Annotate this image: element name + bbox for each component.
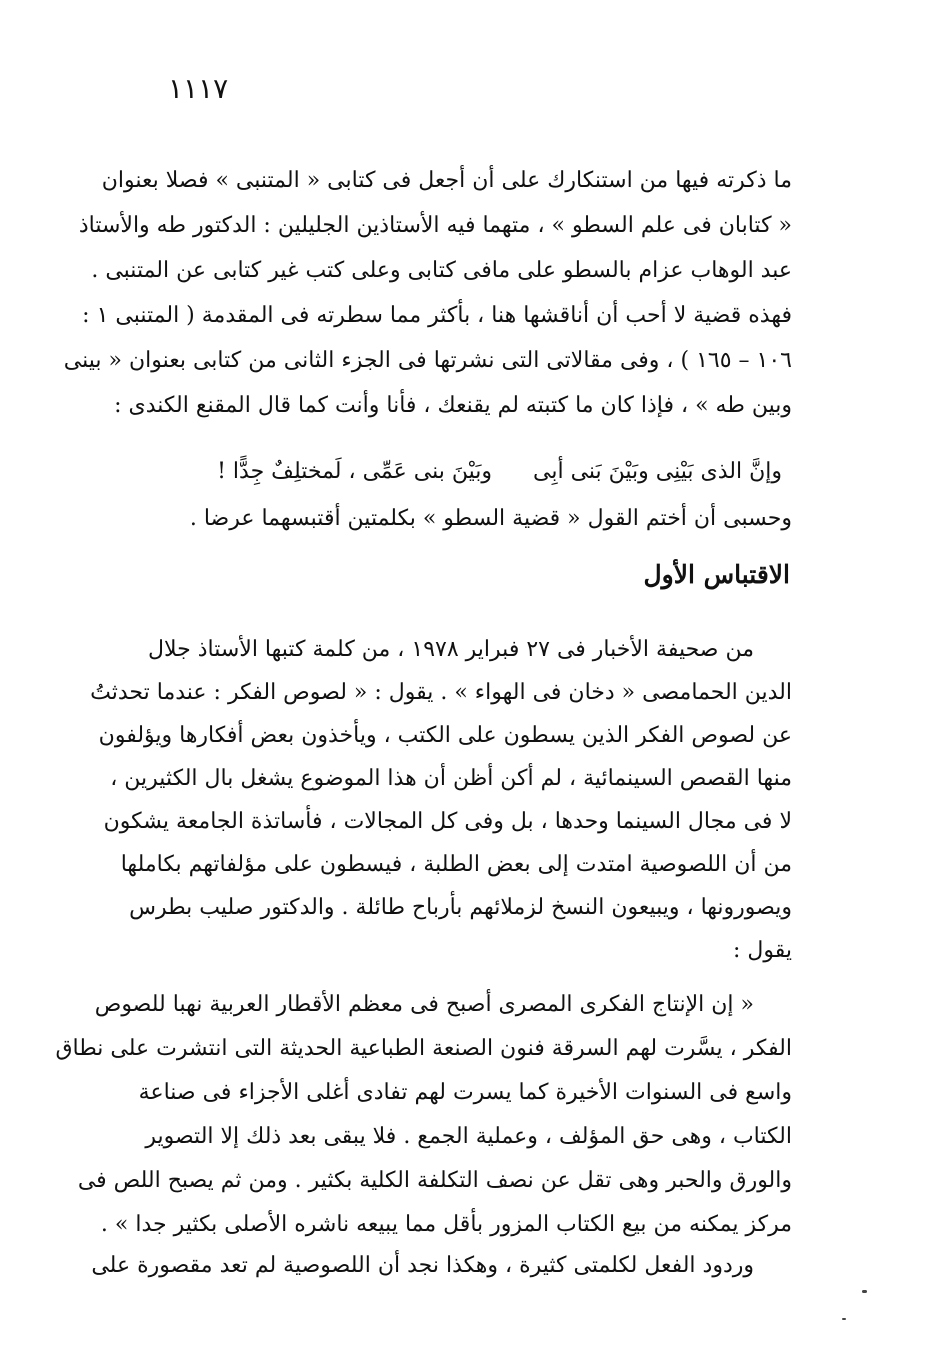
text-line: يقول : — [732, 938, 792, 963]
scan-speck — [842, 1318, 846, 1320]
text-line: وردود الفعل لكلمتى كثيرة ، وهكذا نجد أن اللصوصية لم تعد مقصورة على — [91, 1253, 754, 1278]
text-line: وبين طه » ، فإذا كان ما كتبته لم يقنعك ، فأنا وأنت كما قال المقنع الكندى : — [114, 393, 792, 418]
quoted-paragraph — [55, 983, 792, 1247]
scan-speck — [862, 1290, 867, 1293]
verse-first-hemistich: وإنَّ الذى بَيْنِى وبَيْنَ بَنى أبِى — [533, 459, 782, 484]
text-line: لا فى مجال السينما وحدها ، بل وفى كل المجالات ، فأساتذة الجامعة يشكون — [103, 809, 792, 834]
final-paragraph — [91, 1243, 792, 1288]
first-quote-paragraph — [90, 628, 792, 972]
text-line: الفكر ، يسَّرت لهم السرقة فنون الصنعة الطباعية الحديثة التى انتشرت على نطاق — [55, 1036, 792, 1061]
verse-second-hemistich: وبَيْنَ بنى عَمِّى ، لَمختلِفٌ جِدًّا ! — [217, 459, 492, 484]
text-line: من أن اللصوصية امتدت إلى بعض الطلبة ، فيسطون على مؤلفاتهم بكاملها — [120, 852, 792, 877]
text-line: « كتابان فى علم السطو » ، متهما فيه الأستاذين الجليلين : الدكتور طه والأستاذ — [78, 213, 792, 238]
section-heading: الاقتباس الأول — [643, 560, 790, 589]
text-line: مركز يمكنه من بيع الكتاب المزور بأقل مما يبيعه ناشره الأصلى بكثير جدا » . — [100, 1212, 792, 1237]
intro-paragraph — [63, 158, 792, 428]
closing-paragraph — [130, 496, 792, 541]
text-line: من صحيفة الأخبار فى ٢٧ فبراير ١٩٧٨ ، من كلمة كتبها الأستاذ جلال — [148, 637, 754, 662]
text-line: وحسبى أن أختم القول « قضية السطو » بكلمتين أقتبسهما عرضا . — [189, 506, 792, 531]
text-line: « إن الإنتاج الفكرى المصرى أصبح فى معظم الأقطار العربية نهبا للصوص — [94, 992, 754, 1017]
text-line: واسع فى السنوات الأخيرة كما يسرت لهم تفادى أغلى الأجزاء فى صناعة — [138, 1080, 792, 1105]
page-number: ١١١٧ — [168, 72, 229, 105]
text-line: والورق والحبر وهى تقل عن نصف التكلفة الكلية بكثير . ومن ثم يصبح اللص فى — [77, 1168, 792, 1193]
poetry-verse — [130, 451, 792, 493]
text-line: فهذه قضية لا أحب أن أناقشها هنا ، بأكثر مما سطرته فى المقدمة ( المتنبى ١ : — [82, 303, 792, 328]
text-line: الدين الحمامصى « دخان فى الهواء » . يقول : « لصوص الفكر : عندما تحدثتُ — [90, 680, 792, 705]
text-line: عبد الوهاب عزام بالسطو على مافى كتابى وعلى كتب غير كتابى عن المتنبى . — [91, 258, 792, 283]
text-line: منها القصص السينمائية ، لم أكن أظن أن هذا الموضوع يشغل بال الكثيرين ، — [110, 766, 792, 791]
text-line: الكتاب ، وهى حق المؤلف ، وعملية الجمع . فلا يبقى بعد ذلك إلا التصوير — [145, 1124, 792, 1149]
text-line: ما ذكرته فيها من استنكارك على أن أجعل فى كتابى « المتنبى » فصلا بعنوان — [101, 168, 792, 193]
text-line: ١٠٦ – ١٦٥ ) ، وفى مقالاتى التى نشرتها فى الجزء الثانى من كتابى بعنوان « بينى — [63, 348, 792, 373]
text-line: ويصورونها ، ويبيعون النسخ لزملائهم بأرباح طائلة . والدكتور صليب بطرس — [129, 895, 792, 920]
text-line: عن لصوص الفكر الذين يسطون على الكتب ، ويأخذون بعض أفكارها ويؤلفون — [98, 723, 792, 748]
